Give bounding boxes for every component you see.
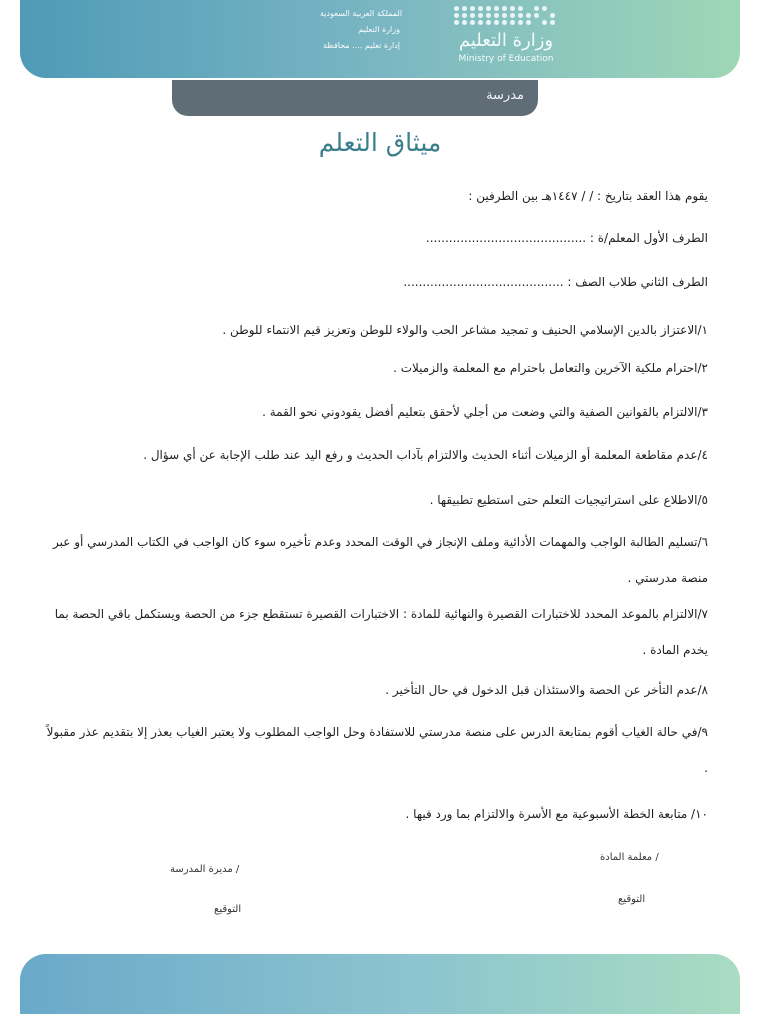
logo-dot: [534, 6, 539, 11]
logo-dot: [494, 13, 499, 18]
logo-dot: [470, 20, 475, 25]
charter-item-3: ٣/الالتزام بالقوانين الصفية والتي وضعت من أجلي لأحقق بتعليم أفضل يقودوني نحو القمة .: [262, 405, 708, 419]
logo-dot: [494, 20, 499, 25]
logo-dot: [518, 13, 523, 18]
footer-band: [20, 954, 740, 1014]
logo-dot: [518, 6, 523, 11]
charter-item-10: ١٠/ متابعة الخطة الأسبوعية مع الأسرة والالتزام بما ورد فيها .: [405, 807, 708, 821]
logo-dot: [454, 6, 459, 11]
logo-dot: [462, 13, 467, 18]
principal-signature: التوقيع: [214, 904, 242, 915]
logo-dot: [502, 20, 507, 25]
charter-item-1: ١/الاعتزاز بالدين الإسلامي الحنيف و تمجيد مشاعر الحب والولاء للوطن وتعزيز قيم الانتماء للوطن .: [222, 323, 708, 337]
logo-dot: [510, 6, 515, 11]
logo-dot: [526, 13, 531, 18]
logo-arabic-text: وزارة التعليم: [458, 30, 554, 51]
logo-dot: [526, 20, 531, 25]
logo-dot: [510, 13, 515, 18]
charter-item-4: ٤/عدم مقاطعة المعلمة أو الزميلات أثناء الحديث والالتزام بآداب الحديث و رفع اليد عند طلب الإجابة عن أي سؤال .: [143, 448, 708, 462]
logo-dot: [470, 13, 475, 18]
ministry-address: [320, 6, 403, 54]
logo-english-text: Ministry of Education: [458, 54, 554, 64]
logo-dot: [486, 13, 491, 18]
ministry-line-department: إدارة تعليم .... محافظة: [323, 41, 400, 50]
charter-item-2: ٢/احترام ملكية الآخرين والتعامل باحترام مع المعلمة والزميلات .: [393, 361, 708, 375]
charter-item-6: ٦/تسليم الطالبة الواجب والمهمات الأدائية وملف الإنجاز في الوقت المحدد وعدم تأخيره سوء كان الواجب في الكتاب المدرسي أو عبر منصة مدرستي .: [53, 535, 708, 585]
logo-dot: [486, 20, 491, 25]
logo-dot: [542, 20, 547, 25]
ministry-line-ministry: وزارة التعليم: [358, 25, 400, 34]
charter-item-8: ٨/عدم التأخر عن الحصة والاستئذان قبل الدخول في حال التأخير .: [385, 683, 708, 697]
logo-dot: [478, 20, 483, 25]
charter-item-5: ٥/الاطلاع على استراتيجيات التعلم حتى استطيع تطبيقها .: [429, 493, 708, 507]
logo-dot: [454, 13, 459, 18]
page-title: ميثاق التعلم: [318, 128, 442, 157]
logo-dot: [550, 20, 555, 25]
teacher-label: معلمة المادة /: [600, 852, 659, 863]
party-two-field: الطرف الثاني طلاب الصف : ..........................................: [403, 275, 708, 289]
ministry-logo: [450, 6, 565, 68]
logo-dot: [502, 13, 507, 18]
logo-dot: [550, 13, 555, 18]
logo-dot: [542, 6, 547, 11]
school-label: مدرسة: [486, 88, 524, 103]
logo-dot: [534, 13, 539, 18]
charter-item-9: ٩/في حالة الغياب أقوم بمتابعة الدرس على منصة مدرستي للاستفادة وحل الواجب المطلوب ولا يعتبر الغياب بعذر إلا بتقديم عذر مقبولاً .: [46, 725, 708, 775]
logo-dot: [478, 13, 483, 18]
logo-dot: [462, 20, 467, 25]
party-one-field: الطرف الأول المعلم/ة : ..........................................: [425, 231, 708, 245]
principal-label: مديرة المدرسة /: [170, 864, 240, 875]
logo-dot: [470, 6, 475, 11]
contract-intro: يقوم هذا العقد بتاريخ : / / ١٤٤٧هـ بين الطرفين :: [468, 189, 708, 203]
logo-dots-icon: [454, 6, 558, 28]
logo-dot: [462, 6, 467, 11]
header-band: [20, 0, 740, 78]
logo-dot: [518, 20, 523, 25]
logo-dot: [494, 6, 499, 11]
school-name-bar: [172, 80, 538, 116]
logo-dot: [454, 20, 459, 25]
charter-item-7: ٧/الالتزام بالموعد المحدد للاختبارات القصيرة والنهائية للمادة : الاختبارات القصيرة تستقطع جزء من الحصة ويستكمل باقي الحصة بما يخدم المادة .: [54, 607, 708, 657]
ministry-line-country: المملكة العربية السعودية: [320, 9, 403, 18]
logo-dot: [478, 6, 483, 11]
logo-dot: [502, 6, 507, 11]
teacher-signature: التوقيع: [618, 894, 646, 905]
logo-dot: [486, 6, 491, 11]
logo-dot: [510, 20, 515, 25]
